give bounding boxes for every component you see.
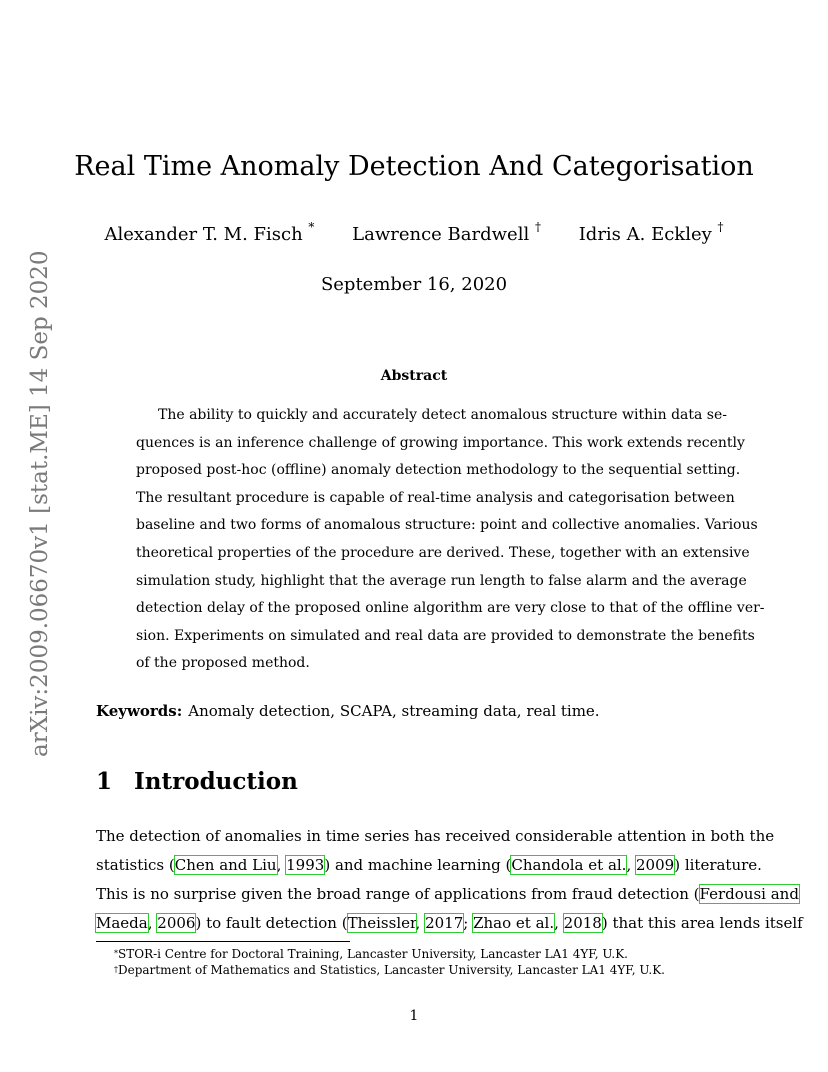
abstract-body [136, 402, 765, 678]
footnote-rule [96, 941, 350, 942]
abstract-line: proposed post-hoc (offline) anomaly detection methodology to the sequential setting. [136, 462, 741, 479]
footnote-mark: † [114, 965, 118, 974]
abstract-heading: Abstract [380, 368, 448, 384]
abstract-line: The ability to quickly and accurately detect anomalous structure within data se- [158, 407, 728, 423]
author-list [0, 220, 828, 245]
keywords-text: Anomaly detection, SCAPA, streaming data, real time. [188, 702, 600, 720]
abstract-line: baseline and two forms of anomalous structure: point and collective anomalies. Various [136, 517, 758, 534]
abstract-line: detection delay of the proposed online algorithm are very close to that of the offline ver- [136, 600, 765, 617]
footnote-text: Department of Mathematics and Statistics, Lancaster University, Lancaster LA1 4YF, U.K. [118, 963, 665, 977]
intro-paragraph [96, 822, 803, 938]
abstract-line: theoretical properties of the procedure are derived. These, together with an extensive [136, 544, 750, 561]
paper-title: Real Time Anomaly Detection And Categorisation [74, 151, 754, 182]
citation-link[interactable]: 2009 [636, 856, 675, 874]
abstract-line: simulation study, highlight that the average run length to false alarm and the average [136, 572, 747, 589]
abstract-line: quences is an inference challenge of growing importance. This work extends recently [136, 434, 745, 451]
citation-link[interactable]: Chandola et al. [511, 856, 627, 874]
citation-link[interactable]: Chen and Liu [174, 856, 277, 874]
footnote [114, 962, 754, 978]
abstract-line: The resultant procedure is capable of real-time analysis and categorisation between [136, 489, 735, 506]
citation-link[interactable]: Theissler [347, 914, 416, 932]
citation-link[interactable]: 2006 [157, 914, 196, 932]
section-heading [96, 768, 298, 795]
footnote [114, 946, 754, 962]
author-bardwell: Lawrence Bardwell † [352, 220, 541, 245]
paper-date: September 16, 2020 [320, 274, 508, 295]
author-eckley: Idris A. Eckley † [578, 220, 724, 245]
footnotes [114, 946, 754, 978]
section-number: 1 [96, 768, 113, 795]
citation-link[interactable]: 1993 [286, 856, 325, 874]
citation-link[interactable]: 2018 [563, 914, 602, 932]
arxiv-identifier: arXiv:2009.06670v1 [stat.ME] 14 Sep 2020 [27, 250, 53, 757]
citation-link[interactable]: Maeda [96, 914, 148, 932]
author-fisch: Alexander T. M. Fisch * [104, 220, 315, 245]
intro-line: statistics (Chen and Liu, 1993) and machine learning (Chandola et al., 2009) literature. [96, 856, 762, 874]
author-mark: † [534, 220, 541, 234]
keywords [96, 702, 736, 720]
abstract-line: sion. Experiments on simulated and real data are provided to demonstrate the benefits [136, 627, 755, 644]
keywords-label: Keywords: [96, 702, 183, 720]
page-number: 1 [409, 1008, 419, 1024]
intro-line: Maeda, 2006) to fault detection (Theissler, 2017; Zhao et al., 2018) that this area lends itself [96, 914, 803, 932]
footnote-mark: * [114, 949, 118, 958]
author-mark: † [717, 220, 724, 234]
footnote-text: STOR-i Centre for Doctoral Training, Lancaster University, Lancaster LA1 4YF, U.K. [118, 947, 628, 961]
citation-link[interactable]: 2017 [425, 914, 464, 932]
section-title: Introduction [134, 768, 298, 795]
citation-link[interactable]: Ferdousi and [699, 885, 799, 903]
citation-link[interactable]: Zhao et al. [473, 914, 555, 932]
intro-line: This is no surprise given the broad range of applications from fraud detection (Ferdousi and [96, 885, 799, 903]
intro-line: The detection of anomalies in time series has received considerable attention in both the [96, 827, 775, 845]
author-mark: * [308, 220, 315, 234]
abstract-line: of the proposed method. [136, 655, 310, 672]
